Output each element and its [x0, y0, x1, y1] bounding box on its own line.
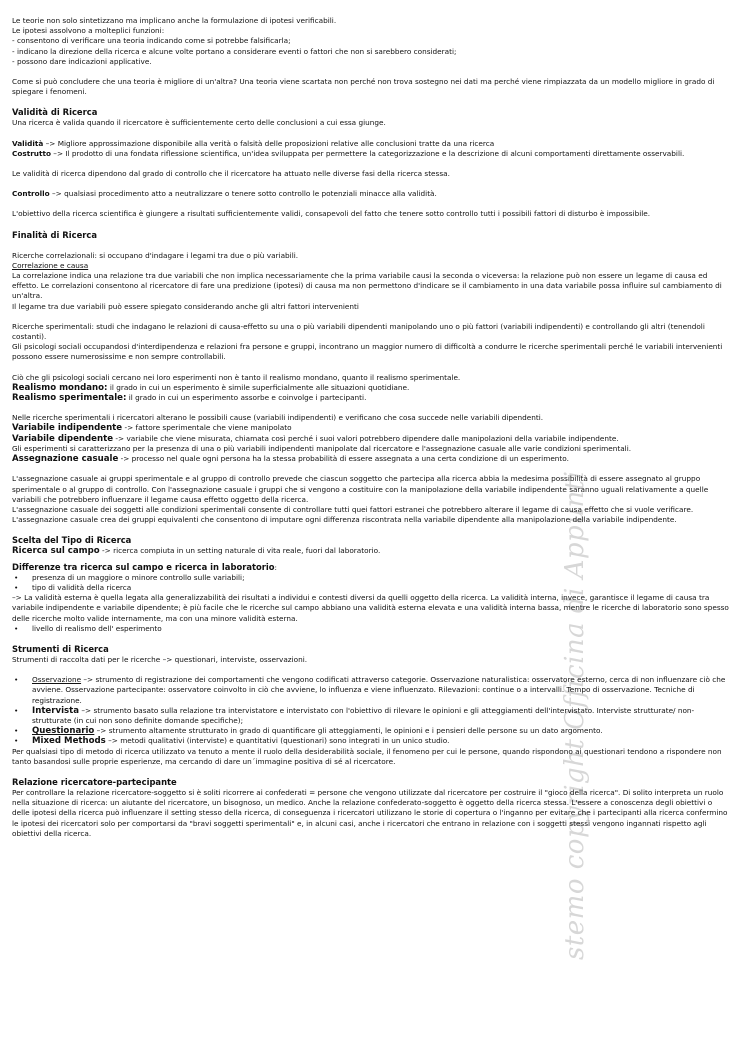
list-item: • Intervista –> strumento basato sulla relazione tra intervistatore e intervistato con l'obiettivo di rilevare le opinioni e gli atteggiamenti dell'intervistato. Interviste strutturate/ non-strutturate (in cui non sono definite domande specifiche); — [12, 706, 732, 726]
validita-heading: Validità di Ricerca — [12, 107, 98, 118]
validita-dipendono: Le validità di ricerca dipendono dal grado di controllo che il ricercatore ha attuato nelle diverse fasi della ricerca stessa. — [12, 169, 450, 179]
document-page — [12, 16, 732, 839]
list-item: • livello di realismo dell' esperimento — [12, 624, 732, 634]
ricerche-correlazionali: Ricerche correlazionali: si occupano d'indagare i legami tra due o più variabili. — [12, 250, 299, 260]
questionario-term: Questionario — [32, 726, 95, 737]
list-item: • tipo di validità della ricerca — [12, 583, 732, 593]
list-item: • Questionario –> strumento altamente strutturato in grado di quantificare gli atteggiamenti, le opinioni e i pensieri delle persone su un dato argomento. — [12, 726, 732, 736]
assegnazione-paragraph: L'assegnazione casuale dei soggetti alle condizioni sperimentali consente di controllare tutti quei fattori estranei che potrebbero alterare il legame di causa effetto che si vuole verificare. — [12, 504, 694, 514]
differenze-list-2 — [12, 624, 732, 634]
validita-term: Validità — [12, 138, 44, 148]
validita-text: Una ricerca è valida quando il ricercatore è sufficientemente certo delle conclusioni a cui essa giunge. — [12, 118, 386, 128]
list-item: • presenza di un maggiore o minore controllo sulle variabili; — [12, 573, 732, 583]
costrutto-term: Costrutto — [12, 148, 51, 158]
realismo-intro: Ciò che gli psicologi sociali cercano nei loro esperimenti non è tanto il realismo mondano, quanto il realismo sperimentale. — [12, 372, 461, 382]
strumenti-heading: Strumenti di Ricerca — [12, 643, 109, 654]
mixed-methods-term: Mixed Methods — [32, 736, 106, 747]
validita-definition: Validità –> Migliore approssimazione disponibile alla verità o falsità delle proposizioni relative alle conclusioni tratte da una ricerca — [12, 138, 495, 148]
alterano-paragraph: Nelle ricerche sperimentali i ricercatori alterano le possibili cause (variabili indipendenti) e verificano che cosa succede nelle variabili dipendenti. — [12, 413, 544, 423]
assegnazione-casuale-term: Assegnazione casuale — [12, 454, 119, 465]
intro-line: - possono dare indicazioni applicative. — [12, 56, 152, 66]
intro-line: Le ipotesi assolvono a molteplici funzioni: — [12, 26, 165, 36]
controllo-term: Controllo — [12, 189, 50, 199]
realismo-sperimentale-term: Realismo sperimentale: — [12, 393, 127, 404]
variabile-dipendente-term: Variabile dipendente — [12, 433, 114, 444]
ricerche-sperimentali: Ricerche sperimentali: studi che indagano le relazioni di causa-effetto su una o più variabili dipendenti manipolando uno o più fattori (variabili indipendenti) e controllando gli altri (tenendoli costanti). — [12, 321, 705, 342]
obiettivo-paragraph: L'obiettivo della ricerca scientifica è giungere a risultati sufficientemente validi, consapevoli del fatto che tenere sotto controllo tutti i possibili fattori di disturbo è impossibile. — [12, 209, 651, 219]
realismo-sperimentale: Realismo sperimentale: il grado in cui un esperimento assorbe e coinvolge i partecipanti. — [12, 393, 367, 404]
strumenti-list — [12, 675, 732, 746]
esperimenti-caratterizzano: Gli esperimenti si caratterizzano per la presenza di una o più variabili indipendenti manipolate dal ricercatore e l'assegnazione casuale alle varie condizioni sperimentali. — [12, 443, 632, 453]
intro-line: Le teorie non solo sintetizzano ma implicano anche la formulazione di ipotesi verificabili. — [12, 16, 337, 25]
assegnazione-casuale: Assegnazione casuale -> processo nel quale ogni persona ha la stessa probabilità di essere assegnata a una certa condizione di un esperimento. — [12, 454, 569, 465]
differenze-heading: Differenze tra ricerca sul campo e ricerca in laboratorio: — [12, 561, 277, 572]
intro-line: - indicano la direzione della ricerca e alcune volte portano a considerare eventi o fattori che non si sarebbero considerati; — [12, 46, 457, 56]
variabile-indipendente: Variabile indipendente -> fattore sperimentale che viene manipolato — [12, 423, 292, 434]
assegnazione-paragraph: L'assegnazione casuale ai gruppi sperimentale e al gruppo di controllo prevede che ciascun soggetto che partecipa alla ricerca abbia la medesima possibilità di essere assegnato al gruppo sperimentale o al gruppo di controllo. Con l'assegnazione casuale i gruppi che si vengono a costituire con la manipolazione della variabile indipendente saranno uguali relativamente a quelle variabili che potrebbero influenzare il legame causa effetto oggetto della ricerca. — [12, 474, 709, 504]
tipo-ricerca-heading: Scelta del Tipo di Ricerca — [12, 535, 132, 546]
variabile-indipendente-term: Variabile indipendente — [12, 423, 123, 434]
relazione-heading: Relazione ricercatore-partecipante — [12, 776, 177, 787]
assegnazione-paragraph: L'assegnazione casuale crea dei gruppi equivalenti che consentono di imputare ogni differenza riscontrata nella variabile dipendente alla manipolazione della variabile indipendente. — [12, 515, 677, 525]
desiderabilita-paragraph: Per qualsiasi tipo di metodo di ricerca utilizzato va tenuto a mente il ruolo della desiderabilità sociale, il fenomeno per cui le persone, quando rispondono ai questionari tendono a rispondere non tanto basandosi sulle proprie esperienze, ma cercando di dare un´immagine positiva di sé al ricercatore. — [12, 746, 722, 766]
correlazione-paragraph: La correlazione indica una relazione tra due variabili che non implica necessariamente che la prima variabile causi la seconda o viceversa: la relazione può non essere un legame di causa ed effetto. Le correlazioni consentono al ricercatore di fare una predizione (ipotesi) di causa ma non permettono d'indicare se il cambiamento in una data variabile possa influire sul cambiamento di un'altra. — [12, 271, 722, 301]
realismo-mondano-term: Realismo mondano: — [12, 382, 108, 393]
psicologi-paragraph: Gli psicologi sociali occupandosi d'interdipendenza e relazioni fra persone e gruppi, incontrano un maggior numero di difficoltà a condurre le ricerche sperimentali perché le variabili intervenienti possono essere numerosissime e non sempre controllabili. — [12, 342, 723, 362]
relazione-paragraph: Per controllare la relazione ricercatore-soggetto si è soliti ricorrere ai confederati = persone che vengono utilizzate dal ricercatore per costruire il "gioco della ricerca". Di solito interpreta un ruolo nella situazione di ricerca: un aiutante del ricercatore, un bisognoso, un medico. Anche la relazione confederato-soggetto è oggetto della ricerca stessa. L'essere a conoscenza degli obiettivi o delle ipotesi della ricerca può influenzare il setting stesso della ricerca, di conseguenza i ricercatori utilizzano le storie di copertura o l'inganno per evitare che i partecipanti alla ricerca confermino le ipotesi dei ricercatori solo per comportarsi da "bravi soggetti sperimentali" e, in alcuni casi, anche i ricercatori che entrano in relazione con i soggetti stessi vengono ingannati rispetto agli obiettivi della ricerca. — [12, 787, 728, 838]
ricerca-sul-campo-term: Ricerca sul campo — [12, 546, 100, 557]
validita-esterna-paragraph: –> La validità esterna è quella legata alla generalizzabilità dei risultati a individui e contesti diversi da quelli oggetto della ricerca. La validità interna, invece, garantisce il legame di causa tra variabile indipendente e variabile dipendente; è più facile che le ricerche sul campo abbiano una validità esterna elevata e una validità interna bassa, mentre le ricerche di laboratorio sono spesso delle ricerche molto valide internamente, ma con una minore validità esterna. — [12, 593, 729, 623]
correlazione-causa-subheading: Correlazione e causa — [12, 260, 89, 270]
correlazione-terzo-fattore: Il legame tra due variabili può essere spiegato considerando anche gli altri fattori intervenienti — [12, 301, 359, 311]
intro-line: - consentono di verificare una teoria indicando come si potrebbe falsificarla; — [12, 36, 291, 46]
strumenti-intro: Strumenti di raccolta dati per le ricerche –> questionari, interviste, osservazioni. — [12, 654, 308, 664]
osservazione-term: Osservazione — [32, 675, 82, 685]
intervista-term: Intervista — [32, 705, 80, 716]
costrutto-definition: Costrutto –> Il prodotto di una fondata riflessione scientifica, un'idea sviluppata per permettere la categorizzazione e la descrizione di alcuni comportamenti direttamente osservabili. — [12, 148, 685, 158]
variabile-dipendente: Variabile dipendente -> variabile che viene misurata, chiamata così perché i suoi valori potrebbero dipendere dalle manipolazioni della variabile indipendente. — [12, 433, 619, 444]
list-item: • Osservazione –> strumento di registrazione dei comportamenti che vengono codificati attraverso categorie. Osservazione naturalistica: osservatore esterno, cerca di non influenzare ciò che avviene. Osservazione partecipante: osservatore coinvolto in ciò che avviene, lo influenza e viene influenzato. Rilevazioni: continue o a intervalli. Tempo di osservazione. Tecniche di registrazione. — [12, 675, 732, 706]
teoria-migliore-paragraph: Come si può concludere che una teoria è migliore di un'altra? Una teoria viene scartata non perché non trova sostegno nei dati ma perché viene rimpiazzata da un modello migliore in grado di spiegare i fenomeni. — [12, 77, 715, 97]
ricerca-sul-campo: Ricerca sul campo -> ricerca compiuta in un setting naturale di vita reale, fuori dal laboratorio. — [12, 546, 381, 557]
watermark: stemo copyright Officina di Appunti — [560, 470, 590, 960]
list-item: • Mixed Methods –> metodi qualitativi (interviste) e quantitativi (questionari) sono integrati in un unico studio. — [12, 736, 732, 746]
controllo-definition: Controllo –> qualsiasi procedimento atto a neutralizzare o tenere sotto controllo le potenziali minacce alla validità. — [12, 189, 437, 199]
realismo-mondano: Realismo mondano: il grado in cui un esperimento è simile superficialmente alle situazioni quotidiane. — [12, 382, 410, 393]
finalita-heading: Finalità di Ricerca — [12, 229, 98, 240]
differenze-list — [12, 573, 732, 593]
